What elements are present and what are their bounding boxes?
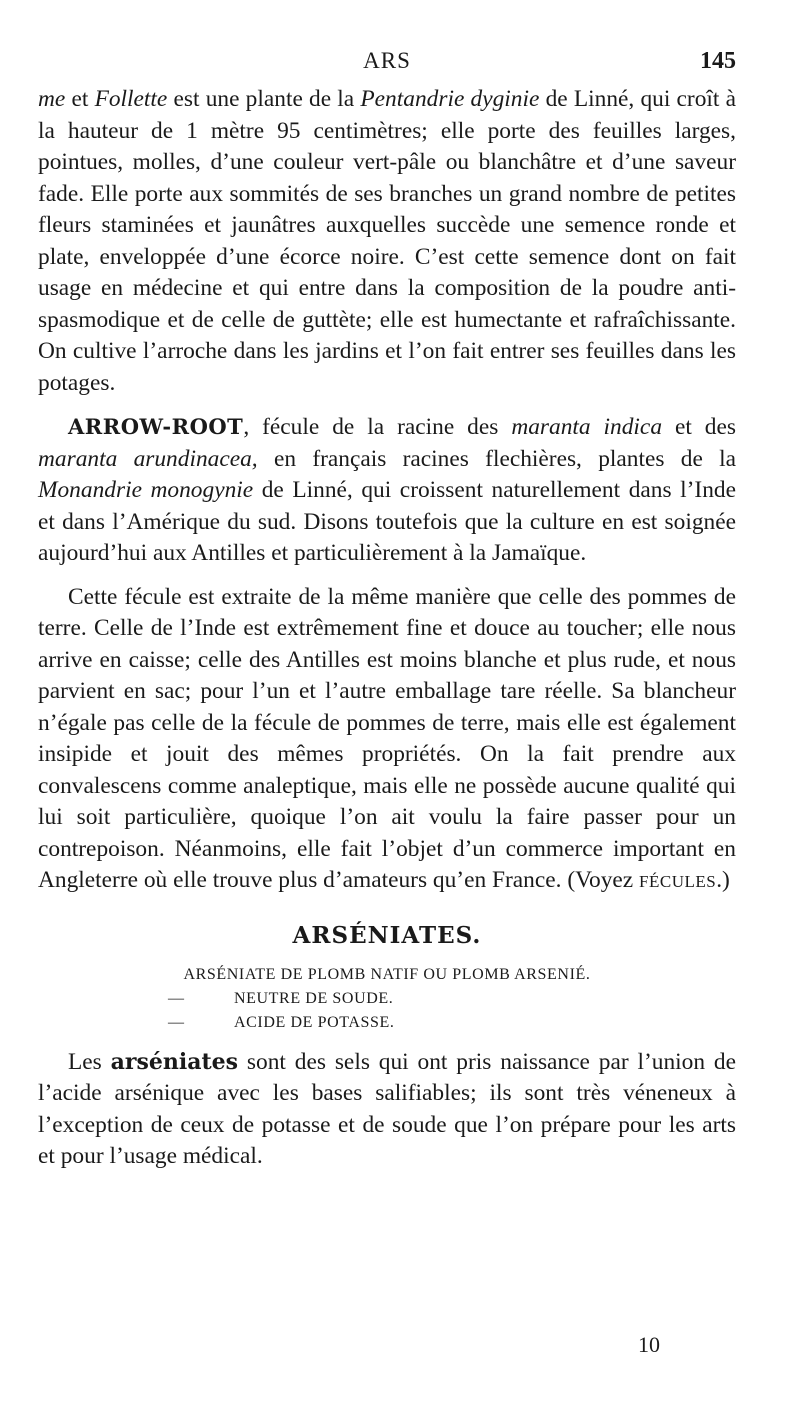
subheading-text: ACIDE DE POTASSE. xyxy=(234,1013,395,1031)
entry-term-arrow-root: ARROW-ROOT xyxy=(68,414,244,439)
running-head-title: ARS xyxy=(363,48,411,73)
ditto-dash: — xyxy=(168,989,185,1007)
italic-text: maranta arundinacea, xyxy=(38,445,258,472)
body-text: , fécule de la racine des xyxy=(243,414,512,440)
subheading-text: NEUTRE DE SOUDE. xyxy=(234,989,394,1007)
body-text: Cette fécule est extraite de la même manière que celle des pommes de terre. Celle de l’Inde est extrêmement fine et douce au toucher; elle nous arrive en caisse; celle des Antilles est moins blanche et plus rude, et nous parvient en sac; pour l’un et l’autre emballage tare réelle. Sa blancheur n’égale pas celle de la fécule de pommes de terre, mais elle est également insipide et jouit des mêmes propriétés. On la fait prendre aux convalescens comme analeptique, mais elle ne possède aucune qualité qui lui soit particulière, quoique l’on ait voulu la faire passer pour un contrepoison. Néanmoins, elle fait l’objet d’un commerce important en Angleterre où elle trouve plus d’amateurs qu’en France. (Voyez xyxy=(38,583,736,893)
subheading-potasse xyxy=(38,1011,736,1035)
body-text: sont des sels qui ont pris naissance par l’union de l’acide arsénique avec les bases salifiables; ils sont très véneneux à l’exception de ceux de potasse et de soude que l’on prépare pour les arts et pour l’usage médical. xyxy=(38,1048,737,1169)
running-head xyxy=(38,44,736,84)
signature-mark: 10 xyxy=(638,1332,660,1357)
cross-reference: FÉCULES xyxy=(639,872,717,891)
subheading-soude xyxy=(38,987,736,1011)
italic-text: Monandrie monogynie xyxy=(38,477,254,503)
paragraph-arseniates xyxy=(38,1047,736,1173)
body-text: de Linné, qui croît à la hauteur de 1 mètre 95 centimètres; elle porte des feuilles larges, pointues, molles, d’une couleur vert-pâle ou blanchâtre et d’une saveur fade. Elle porte aux sommités de ses branches un grand nombre de petites fleurs staminées et jaunâtres auxquelles succède une semence ronde et plate, enveloppée d’une écorce noire. C’est cette semence dont on fait usage en médecine et qui entre dans la composition de la poudre anti-spasmodique et de celle de guttète; elle est humectante et rafraîchissante. On cultive l’arroche dans les jardins et l’on fait entrer ses feuilles dans les potages. xyxy=(38,86,736,396)
paragraph-arrow-root xyxy=(38,411,736,570)
italic-text: me xyxy=(38,86,66,112)
italic-text: Follette xyxy=(94,86,168,112)
section-heading: ARSÉNIATES. xyxy=(292,921,482,949)
body-text: et des xyxy=(662,414,736,440)
subheading-plomb: ARSÉNIATE DE PLOMB NATIF OU PLOMB ARSENIÉ. xyxy=(183,965,591,983)
ditto-dash: — xyxy=(168,1013,185,1031)
paragraph-arroche-continuation xyxy=(38,84,736,399)
paragraph-fecule xyxy=(38,582,736,898)
page-number: 145 xyxy=(700,48,736,74)
body-text: est une plante de la xyxy=(167,86,361,112)
body-text: et xyxy=(65,86,95,112)
italic-text: maranta indica xyxy=(511,414,663,440)
body-text: en français racines flechières, plantes de la xyxy=(257,445,736,472)
bold-term: arséniates xyxy=(110,1048,239,1075)
body-text: de Linné, qui croissent naturellement dans l’Inde et dans l’Amérique du sud. Disons toutefois que la culture en est soignée aujourd’hui aux Antilles et particulièrement à la Jamaïque. xyxy=(38,477,736,566)
body-text: Les xyxy=(68,1048,111,1075)
italic-text: Pentandrie dygin‍ie xyxy=(360,86,540,112)
body-text: .) xyxy=(716,867,730,893)
